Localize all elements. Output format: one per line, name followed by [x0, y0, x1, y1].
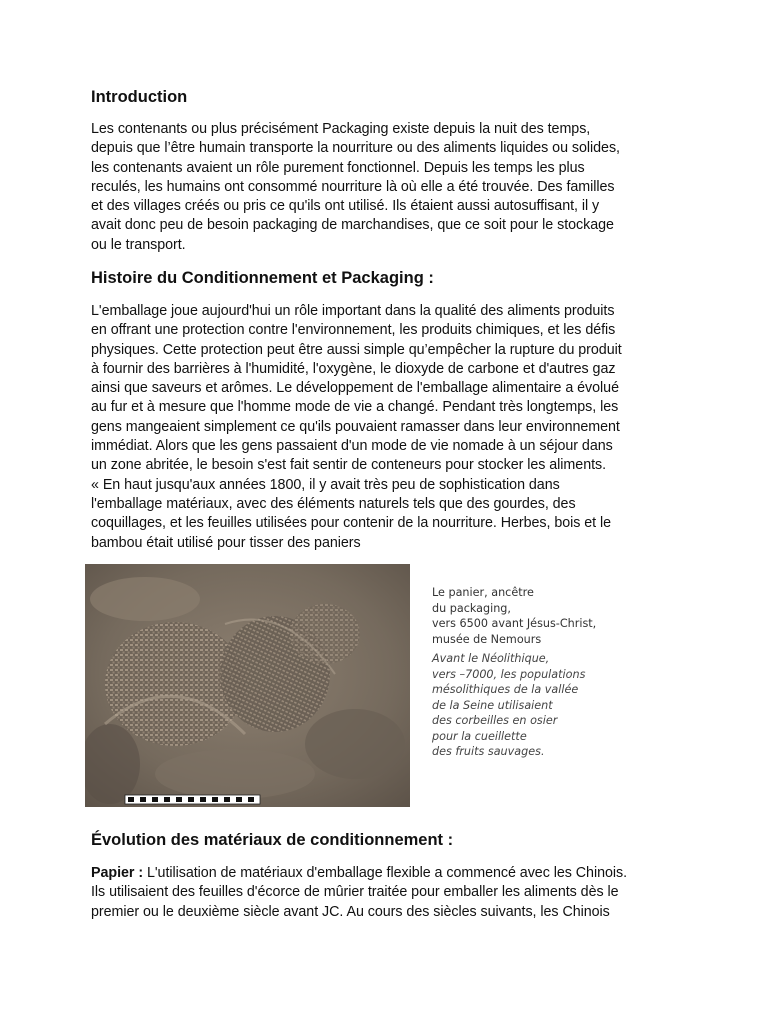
caption-line: musée de Nemours	[432, 632, 542, 646]
figure-caption	[432, 585, 632, 760]
text-line: avait donc peu de besoin packaging de marchandises, que ce soit pour le stockage	[91, 217, 614, 234]
text-line: gens mangeaient simplement ce qu'ils pouvaient ramasser dans leur environnement	[91, 418, 620, 435]
section-heading-evolution: Évolution des matériaux de conditionnement :	[91, 831, 454, 849]
text-line: L'emballage joue aujourd'hui un rôle important dans la qualité des aliments produits	[91, 303, 615, 319]
caption-line: vers 6500 avant Jésus-Christ,	[432, 617, 597, 630]
caption-line: du packaging,	[432, 601, 511, 615]
text-line: en offrant une protection contre l'environnement, les produits chimiques, et les défis	[91, 322, 616, 339]
caption-line: Le panier, ancêtre	[432, 586, 534, 599]
section-heading-histoire: Histoire du Conditionnement et Packaging :	[91, 269, 434, 287]
section-heading-introduction: Introduction	[91, 88, 188, 106]
caption-italic-line: des corbeilles en osier	[432, 714, 558, 727]
text-line: à fournir des barrières à l'humidité, l'oxygène, le dioxyde de carbone et d'autres gaz	[91, 360, 616, 377]
papier-label: Papier :	[91, 865, 144, 881]
caption-italic-line: mésolithiques de la vallée	[432, 683, 579, 696]
text-line: l'emballage matériaux, avec des éléments naturels tels que des gourdes, des	[91, 495, 576, 512]
text-line: premier ou le deuxième siècle avant JC. Au cours des siècles suivants, les Chinois	[91, 903, 610, 920]
text-line: coquillages, et les feuilles utilisées pour contenir de la nourriture. Herbes, bois et le	[91, 515, 612, 532]
text-line: bambou était utilisé pour tisser des paniers	[91, 534, 361, 551]
text-line: les contenants avaient un rôle purement fonctionnel. Depuis les temps les plus	[91, 159, 585, 176]
caption-italic-line: vers –7000, les populations	[432, 667, 586, 681]
text-line: ainsi que saveurs et arômes. Le développement de l'emballage alimentaire a évolué	[91, 380, 619, 397]
text-line	[91, 864, 681, 883]
text-line: reculés, les humains ont consommé nourriture là où elle a été trouvée. Des familles	[91, 178, 615, 195]
text-line: depuis que l’être humain transporte la nourriture ou des aliments liquides ou solides,	[91, 140, 620, 157]
papier-first-line: L'utilisation de matériaux d'emballage flexible a commencé avec les Chinois.	[143, 865, 628, 881]
paragraph-histoire	[91, 302, 681, 553]
text-line: ou le transport.	[91, 236, 186, 253]
caption-italic-line: Avant le Néolithique,	[432, 652, 550, 665]
text-line: Ils utilisaient des feuilles d'écorce de mûrier traitée pour emballer les aliments dès le	[91, 884, 619, 901]
paragraph-papier	[91, 864, 681, 922]
text-line: au fur et à mesure que l'homme mode de vie a changé. Pendant très longtemps, les	[91, 399, 619, 416]
text-line: un zone abritée, le besoin s'est fait sentir de conteneurs pour stocker les aliments.	[91, 457, 607, 474]
caption-italic-line: pour la cueillette	[432, 729, 527, 743]
caption-italic-line: de la Seine utilisaient	[432, 698, 553, 712]
basket-fossil-photo	[85, 564, 410, 807]
scale-ruler	[125, 795, 260, 804]
text-line: « En haut jusqu'aux années 1800, il y avait très peu de sophistication dans	[91, 476, 560, 493]
text-line: et des villages créés ou pris ce qu'ils ont utilisé. Ils étaient aussi autosuffisant, il y	[91, 198, 600, 215]
caption-italic-line: des fruits sauvages.	[432, 745, 545, 758]
paragraph-introduction	[91, 120, 681, 255]
text-line: physiques. Cette protection peut être aussi simple qu’empêcher la rupture du produit	[91, 341, 622, 358]
text-line: immédiat. Alors que les gens passaient d'un mode de vie nomade à un séjour dans	[91, 438, 613, 455]
text-line: Les contenants ou plus précisément Packaging existe depuis la nuit des temps,	[91, 121, 591, 137]
